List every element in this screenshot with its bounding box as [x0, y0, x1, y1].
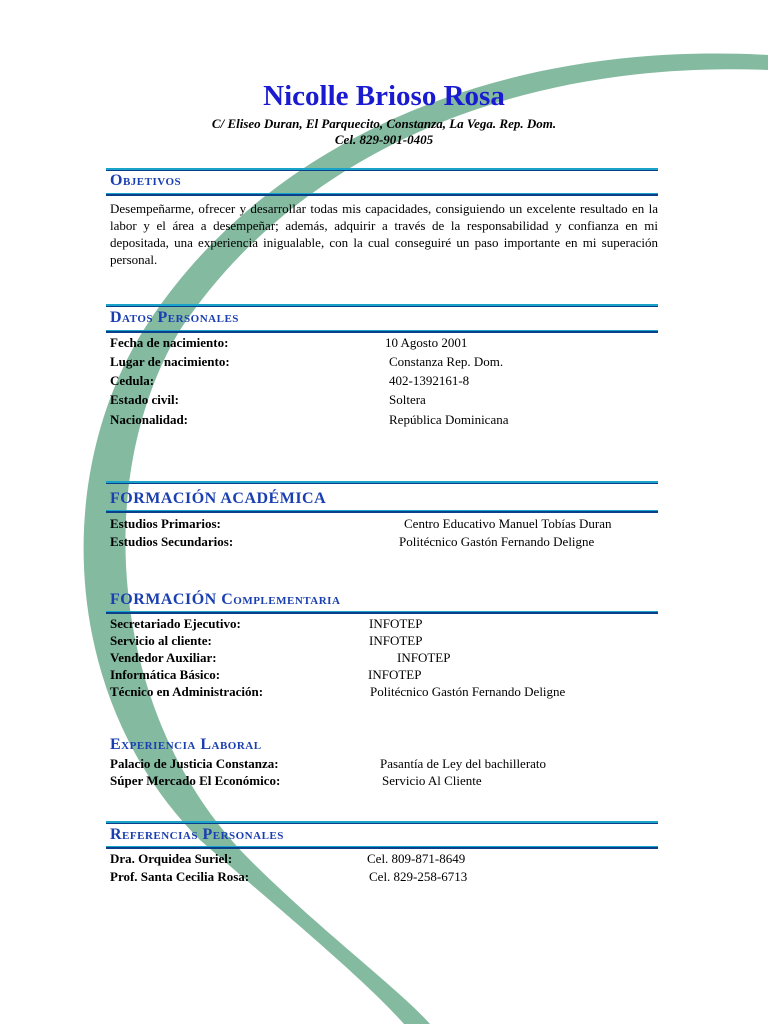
section-heading-formacion-academica: FORMACIÓN ACADÉMICA [110, 490, 327, 507]
complementaria-label: Técnico en Administración: [110, 684, 264, 699]
section-heading-datos-personales: Datos Personales [110, 309, 239, 326]
datos-label: Estado civil: [110, 392, 179, 407]
section-rule-top [106, 481, 658, 484]
academica-label: Estudios Primarios: [110, 516, 221, 531]
section-rule-bottom [106, 510, 658, 513]
complementaria-label: Servicio al cliente: [110, 633, 212, 648]
section-heading-formacion-complementaria: FORMACIÓN Complementaria [110, 591, 341, 608]
experiencia-label: Súper Mercado El Económico: [110, 773, 281, 788]
experiencia-label: Palacio de Justicia Constanza: [110, 756, 279, 771]
datos-value: 10 Agosto 2001 [385, 335, 468, 350]
section-heading-experiencia-laboral: Experiencia Laboral [110, 736, 262, 753]
datos-label: Lugar de nacimiento: [110, 354, 230, 369]
academica-value: Politécnico Gastón Fernando Deligne [399, 534, 595, 549]
experiencia-value: Servicio Al Cliente [382, 773, 482, 788]
datos-value: República Dominicana [389, 412, 509, 427]
datos-label: Cedula: [110, 373, 155, 388]
complementaria-value: Politécnico Gastón Fernando Deligne [370, 684, 566, 699]
academica-label: Estudios Secundarios: [110, 534, 234, 549]
complementaria-value: INFOTEP [368, 667, 422, 682]
section-rule-bottom [106, 611, 658, 614]
academica-value: Centro Educativo Manuel Tobías Duran [404, 516, 612, 531]
complementaria-label: Secretariado Ejecutivo: [110, 616, 241, 631]
complementaria-value: INFOTEP [397, 650, 451, 665]
referencias-label: Prof. Santa Cecilia Rosa: [110, 869, 250, 884]
referencias-value: Cel. 829-258-6713 [369, 869, 468, 884]
candidate-name: Nicolle Brioso Rosa [263, 80, 505, 112]
section-rule-top [106, 821, 658, 824]
complementaria-label: Informática Básico: [110, 667, 221, 682]
section-rule-bottom [106, 193, 658, 196]
complementaria-value: INFOTEP [369, 616, 423, 631]
referencias-value: Cel. 809-871-8649 [367, 851, 466, 866]
complementaria-label: Vendedor Auxiliar: [110, 650, 217, 665]
datos-label: Fecha de nacimiento: [110, 335, 229, 350]
referencias-label: Dra. Orquidea Suriel: [110, 851, 233, 866]
candidate-address: C/ Eliseo Duran, El Parquecito, Constanza, La Vega. Rep. Dom. [211, 116, 557, 131]
objetivos-text: Desempeñarme, ofrecer y desarrollar todas mis capacidades, consiguiendo un excelente resultado en la labor y el área a desempeñar; además, adquirir a través de la responsabilidad y confianza en mi depositada, una experiencia inigualable, con la cual conseguiré un paso importante en mi superación personal. [110, 201, 658, 267]
complementaria-value: INFOTEP [369, 633, 423, 648]
datos-value: 402-1392161-8 [389, 373, 470, 388]
section-rule-top [106, 168, 658, 171]
section-heading-objetivos: Objetivos [110, 172, 182, 189]
section-heading-referencias-personales: Referencias Personales [110, 826, 284, 843]
section-rule-bottom [106, 846, 658, 849]
experiencia-value: Pasantía de Ley del bachillerato [380, 756, 547, 771]
section-rule-bottom [106, 330, 658, 333]
datos-value: Constanza Rep. Dom. [389, 354, 504, 369]
datos-label: Nacionalidad: [110, 412, 189, 427]
section-rule-top [106, 304, 658, 307]
datos-value: Soltera [389, 392, 426, 407]
candidate-phone: Cel. 829-901-0405 [334, 132, 434, 147]
